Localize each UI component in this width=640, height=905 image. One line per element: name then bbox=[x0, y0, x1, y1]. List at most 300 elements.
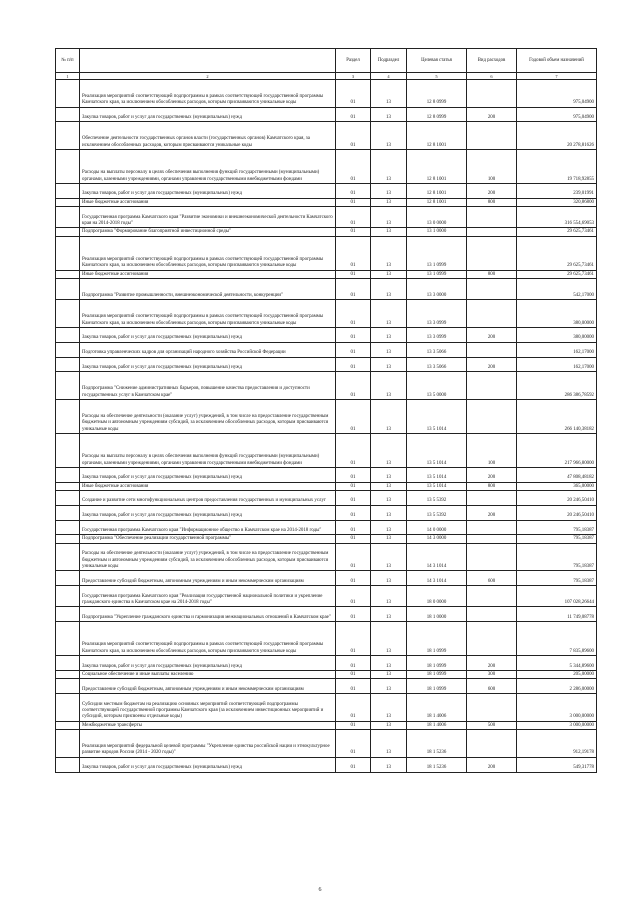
row-expense-cell: 800 bbox=[467, 198, 517, 206]
row-number-cell bbox=[56, 679, 80, 694]
row-amount-cell: 380,00000 bbox=[517, 327, 597, 342]
row-amount-cell: 912,19178 bbox=[517, 730, 597, 758]
row-section-cell: 01 bbox=[336, 236, 371, 270]
row-name-cell: Подпрограмма "Укрепление гражданского единства и гармонизация межнациональных отношений в Камчатском крае" bbox=[80, 607, 336, 622]
row-expense-cell: 200 bbox=[467, 467, 517, 482]
row-expense-cell bbox=[467, 607, 517, 622]
table-row bbox=[56, 757, 597, 772]
row-section-cell: 01 bbox=[336, 467, 371, 482]
row-section-cell: 01 bbox=[336, 433, 371, 467]
row-subsection-cell: 13 bbox=[371, 80, 407, 108]
table-row bbox=[56, 482, 597, 490]
row-section-cell: 01 bbox=[336, 80, 371, 108]
table-row bbox=[56, 327, 597, 342]
row-name-cell: Иные бюджетные ассигнования bbox=[80, 482, 336, 490]
header-num: № п/п bbox=[56, 49, 80, 73]
row-amount-cell: 2 286,00000 bbox=[517, 679, 597, 694]
table-row bbox=[56, 679, 597, 694]
col-number: 2 bbox=[80, 73, 336, 80]
row-number-cell bbox=[56, 721, 80, 729]
table-row bbox=[56, 399, 597, 433]
row-amount-cell: 11 749,08778 bbox=[517, 607, 597, 622]
row-number-cell bbox=[56, 694, 80, 722]
row-name-cell: Реализация мероприятий соответствующей подпрограммы в рамках соответствующей государственной программы Камчатского края, за исключением обособленных расходов, которым присваиваются уникальные коды bbox=[80, 300, 336, 328]
col-number: 7 bbox=[517, 73, 597, 80]
row-expense-cell bbox=[467, 122, 517, 150]
row-name-cell: Подпрограмма "Снижение административных барьеров, повышение качества предоставления и доступности государственных услуг в Камчатском крае" bbox=[80, 372, 336, 400]
row-name-cell: Закупка товаров, работ и услуг для государственных (муниципальных) нужд bbox=[80, 467, 336, 482]
row-section-cell: 01 bbox=[336, 300, 371, 328]
row-target-cell: 13 5 0000 bbox=[407, 372, 467, 400]
row-subsection-cell: 13 bbox=[371, 198, 407, 206]
row-subsection-cell: 13 bbox=[371, 520, 407, 535]
row-section-cell: 01 bbox=[336, 671, 371, 679]
row-section-cell: 01 bbox=[336, 607, 371, 622]
row-amount-cell: 20 246,50410 bbox=[517, 505, 597, 520]
row-expense-cell bbox=[467, 228, 517, 236]
row-name-cell: Закупка товаров, работ и услуг для государственных (муниципальных) нужд bbox=[80, 757, 336, 772]
row-number-cell bbox=[56, 535, 80, 543]
row-amount-cell: 795,18387 bbox=[517, 543, 597, 571]
row-target-cell: 14 3 0000 bbox=[407, 535, 467, 543]
row-target-cell: 13 5 1014 bbox=[407, 482, 467, 490]
row-section-cell: 01 bbox=[336, 149, 371, 183]
row-section-cell: 01 bbox=[336, 357, 371, 372]
row-section-cell: 01 bbox=[336, 183, 371, 198]
row-amount-cell: 47 808,48182 bbox=[517, 467, 597, 482]
table-row bbox=[56, 228, 597, 236]
row-amount-cell: 29 625,73461 bbox=[517, 236, 597, 270]
row-number-cell bbox=[56, 482, 80, 490]
row-number-cell bbox=[56, 107, 80, 122]
row-number-cell bbox=[56, 270, 80, 278]
row-name-cell: Иные бюджетные ассигнования bbox=[80, 270, 336, 278]
row-expense-cell bbox=[467, 694, 517, 722]
row-subsection-cell: 13 bbox=[371, 279, 407, 300]
row-target-cell: 18 0 0000 bbox=[407, 586, 467, 607]
table-row bbox=[56, 149, 597, 183]
row-amount-cell: 162,17000 bbox=[517, 342, 597, 357]
row-section-cell: 01 bbox=[336, 491, 371, 506]
row-name-cell: Расходы на выплаты персоналу в целях обеспечения выполнения функций государственными (муниципальными) органами, казенными учреждениями, органами управления государственными внебюджетными фондами bbox=[80, 149, 336, 183]
row-amount-cell: 3 000,00000 bbox=[517, 721, 597, 729]
row-number-cell bbox=[56, 433, 80, 467]
row-amount-cell: 20 246,50410 bbox=[517, 491, 597, 506]
row-target-cell: 13 3 0999 bbox=[407, 327, 467, 342]
row-number-cell bbox=[56, 207, 80, 228]
row-expense-cell: 200 bbox=[467, 656, 517, 671]
row-target-cell: 14 0 0000 bbox=[407, 520, 467, 535]
row-amount-cell: 20 278,81626 bbox=[517, 122, 597, 150]
row-section-cell: 01 bbox=[336, 586, 371, 607]
row-target-cell: 18 1 4006 bbox=[407, 721, 467, 729]
row-number-cell bbox=[56, 671, 80, 679]
table-row bbox=[56, 535, 597, 543]
row-amount-cell: 795,18387 bbox=[517, 571, 597, 586]
table-row bbox=[56, 122, 597, 150]
row-section-cell: 01 bbox=[336, 342, 371, 357]
row-expense-cell bbox=[467, 342, 517, 357]
row-expense-cell bbox=[467, 543, 517, 571]
header-subsection: Подраздел bbox=[371, 49, 407, 73]
row-subsection-cell: 13 bbox=[371, 505, 407, 520]
row-name-cell: Закупка товаров, работ и услуг для государственных (муниципальных) нужд bbox=[80, 505, 336, 520]
row-section-cell: 01 bbox=[336, 694, 371, 722]
row-number-cell bbox=[56, 757, 80, 772]
row-subsection-cell: 13 bbox=[371, 149, 407, 183]
row-target-cell: 13 5 5392 bbox=[407, 505, 467, 520]
row-target-cell: 13 1 0999 bbox=[407, 236, 467, 270]
row-target-cell: 18 1 0999 bbox=[407, 679, 467, 694]
row-amount-cell: 205,00000 bbox=[517, 671, 597, 679]
row-number-cell bbox=[56, 149, 80, 183]
row-amount-cell: 266 140,38182 bbox=[517, 399, 597, 433]
row-expense-cell: 600 bbox=[467, 679, 517, 694]
table-row bbox=[56, 279, 597, 300]
table-row bbox=[56, 372, 597, 400]
row-target-cell: 13 3 5066 bbox=[407, 342, 467, 357]
row-amount-cell: 795,18387 bbox=[517, 535, 597, 543]
row-target-cell: 13 3 0000 bbox=[407, 279, 467, 300]
row-name-cell: Подпрограмма "Обеспечение реализации государственной программы" bbox=[80, 535, 336, 543]
row-subsection-cell: 13 bbox=[371, 535, 407, 543]
row-amount-cell: 107 028,26644 bbox=[517, 586, 597, 607]
row-section-cell: 01 bbox=[336, 399, 371, 433]
table-row bbox=[56, 586, 597, 607]
row-amount-cell: 975,04900 bbox=[517, 107, 597, 122]
row-name-cell: Закупка товаров, работ и услуг для государственных (муниципальных) нужд bbox=[80, 327, 336, 342]
row-target-cell: 18 1 0000 bbox=[407, 607, 467, 622]
col-number: 1 bbox=[56, 73, 80, 80]
row-number-cell bbox=[56, 236, 80, 270]
row-section-cell: 01 bbox=[336, 656, 371, 671]
table-row bbox=[56, 505, 597, 520]
row-name-cell: Государственная программа Камчатского края "Реализация государственной национальной политики и укрепление гражданского единства в Камчатском крае на 2014-2018 годы" bbox=[80, 586, 336, 607]
row-name-cell: Реализация мероприятий соответствующей подпрограммы в рамках соответствующей государственной программы Камчатского края, за исключением обособленных расходов, которым присваиваются уникальные коды bbox=[80, 236, 336, 270]
table-row bbox=[56, 671, 597, 679]
row-number-cell bbox=[56, 327, 80, 342]
row-target-cell: 13 5 1014 bbox=[407, 467, 467, 482]
row-number-cell bbox=[56, 491, 80, 506]
row-number-cell bbox=[56, 228, 80, 236]
row-name-cell: Иные бюджетные ассигнования bbox=[80, 198, 336, 206]
column-number-row bbox=[56, 73, 597, 80]
table-row bbox=[56, 107, 597, 122]
row-target-cell: 12 8 1001 bbox=[407, 122, 467, 150]
row-target-cell: 13 1 0999 bbox=[407, 270, 467, 278]
row-expense-cell: 100 bbox=[467, 149, 517, 183]
row-target-cell: 18 1 0999 bbox=[407, 656, 467, 671]
row-number-cell bbox=[56, 656, 80, 671]
row-subsection-cell: 13 bbox=[371, 107, 407, 122]
row-target-cell: 13 1 0000 bbox=[407, 228, 467, 236]
row-section-cell: 01 bbox=[336, 372, 371, 400]
row-name-cell: Расходы на обеспечение деятельности (оказание услуг) учреждений, в том числе на предоставление государственным бюджетным и автономным учреждениям субсидий, за исключением обособленных расходов, которым присваиваются уникальные коды bbox=[80, 399, 336, 433]
table-row bbox=[56, 571, 597, 586]
header-section: Раздел bbox=[336, 49, 371, 73]
row-name-cell: Межбюджетные трансферты bbox=[80, 721, 336, 729]
row-expense-cell: 200 bbox=[467, 327, 517, 342]
row-subsection-cell: 13 bbox=[371, 122, 407, 150]
row-number-cell bbox=[56, 399, 80, 433]
row-section-cell: 01 bbox=[336, 279, 371, 300]
row-name-cell: Подпрограмма "Развитие промышленности, внешнеэкономической деятельности, конкуренции" bbox=[80, 279, 336, 300]
row-expense-cell: 200 bbox=[467, 183, 517, 198]
row-name-cell: Субсидии местным бюджетам на реализацию основных мероприятий соответствующей подпрограммы соответствующей государственной программы Камчатского края (за исключением инвестиционных мероприятий и субсидий, которым присвоены отдельные коды) bbox=[80, 694, 336, 722]
row-target-cell: 13 5 5392 bbox=[407, 491, 467, 506]
row-amount-cell: 19 718,92855 bbox=[517, 149, 597, 183]
row-number-cell bbox=[56, 183, 80, 198]
row-number-cell bbox=[56, 622, 80, 656]
row-expense-cell: 800 bbox=[467, 270, 517, 278]
row-expense-cell bbox=[467, 236, 517, 270]
row-section-cell: 01 bbox=[336, 207, 371, 228]
row-amount-cell: 162,17000 bbox=[517, 357, 597, 372]
row-amount-cell: 320,86800 bbox=[517, 198, 597, 206]
row-section-cell: 01 bbox=[336, 228, 371, 236]
row-amount-cell: 316 554,69053 bbox=[517, 207, 597, 228]
row-expense-cell bbox=[467, 279, 517, 300]
row-target-cell: 18 1 5236 bbox=[407, 730, 467, 758]
row-number-cell bbox=[56, 342, 80, 357]
row-name-cell: Реализация мероприятий федеральной целевой программы "Укрепление единства российской нации и этнокультурное развитие народов России (2014 - 2020 годы)" bbox=[80, 730, 336, 758]
row-target-cell: 18 1 0999 bbox=[407, 671, 467, 679]
row-target-cell: 12 8 1001 bbox=[407, 149, 467, 183]
table-row bbox=[56, 357, 597, 372]
table-row bbox=[56, 622, 597, 656]
row-name-cell: Социальное обеспечение и иные выплаты населению bbox=[80, 671, 336, 679]
table-row bbox=[56, 467, 597, 482]
row-section-cell: 01 bbox=[336, 198, 371, 206]
row-expense-cell: 500 bbox=[467, 721, 517, 729]
row-name-cell: Реализация мероприятий соответствующей подпрограммы в рамках соответствующей государственной программы Камчатского края, за исключением обособленных расходов, которым присваиваются уникальные коды bbox=[80, 622, 336, 656]
table-row bbox=[56, 721, 597, 729]
row-target-cell: 12 8 1001 bbox=[407, 183, 467, 198]
row-name-cell: Расходы на выплаты персоналу в целях обеспечения выполнения функций государственными (муниципальными) органами, казенными учреждениями, органами управления государственными внебюджетными фондами bbox=[80, 433, 336, 467]
row-amount-cell: 3 000,00000 bbox=[517, 694, 597, 722]
table-row bbox=[56, 543, 597, 571]
header-expense: Вид расходов bbox=[467, 49, 517, 73]
row-subsection-cell: 13 bbox=[371, 300, 407, 328]
row-amount-cell: 365,00000 bbox=[517, 482, 597, 490]
row-target-cell: 14 3 1014 bbox=[407, 543, 467, 571]
row-amount-cell: 286 386,78592 bbox=[517, 372, 597, 400]
row-subsection-cell: 13 bbox=[371, 357, 407, 372]
row-expense-cell: 300 bbox=[467, 671, 517, 679]
row-target-cell: 14 3 1014 bbox=[407, 571, 467, 586]
row-subsection-cell: 13 bbox=[371, 656, 407, 671]
row-section-cell: 01 bbox=[336, 757, 371, 772]
table-row bbox=[56, 730, 597, 758]
row-subsection-cell: 13 bbox=[371, 183, 407, 198]
row-amount-cell: 5 344,89600 bbox=[517, 656, 597, 671]
row-target-cell: 12 8 0999 bbox=[407, 107, 467, 122]
row-name-cell: Предоставление субсидий бюджетным, автономным учреждениям и иным некоммерческим организациям bbox=[80, 571, 336, 586]
row-section-cell: 01 bbox=[336, 730, 371, 758]
row-target-cell: 12 8 0999 bbox=[407, 80, 467, 108]
row-name-cell: Подготовка управленческих кадров для организаций народного хозяйства Российской Федерации bbox=[80, 342, 336, 357]
row-name-cell: Обеспечение деятельности государственных органов власти (государственных органов) Камчатского края, за исключением обособленных расходов, которым присваиваются уникальные коды bbox=[80, 122, 336, 150]
row-section-cell: 01 bbox=[336, 571, 371, 586]
row-subsection-cell: 13 bbox=[371, 607, 407, 622]
row-expense-cell: 800 bbox=[467, 482, 517, 490]
row-expense-cell: 600 bbox=[467, 571, 517, 586]
row-number-cell bbox=[56, 607, 80, 622]
row-amount-cell: 239,01991 bbox=[517, 183, 597, 198]
row-subsection-cell: 13 bbox=[371, 586, 407, 607]
table-row bbox=[56, 300, 597, 328]
table-row bbox=[56, 342, 597, 357]
row-expense-cell bbox=[467, 535, 517, 543]
row-name-cell: Закупка товаров, работ и услуг для государственных (муниципальных) нужд bbox=[80, 357, 336, 372]
table-row bbox=[56, 198, 597, 206]
table-row bbox=[56, 433, 597, 467]
row-subsection-cell: 13 bbox=[371, 342, 407, 357]
row-number-cell bbox=[56, 730, 80, 758]
row-subsection-cell: 13 bbox=[371, 571, 407, 586]
row-section-cell: 01 bbox=[336, 520, 371, 535]
row-expense-cell bbox=[467, 520, 517, 535]
row-section-cell: 01 bbox=[336, 721, 371, 729]
row-subsection-cell: 13 bbox=[371, 372, 407, 400]
row-number-cell bbox=[56, 467, 80, 482]
row-amount-cell: 380,00000 bbox=[517, 300, 597, 328]
table-row bbox=[56, 491, 597, 506]
table-row bbox=[56, 270, 597, 278]
row-number-cell bbox=[56, 198, 80, 206]
row-number-cell bbox=[56, 122, 80, 150]
header-target: Целевая статья bbox=[407, 49, 467, 73]
table-row bbox=[56, 520, 597, 535]
row-expense-cell: 200 bbox=[467, 505, 517, 520]
row-amount-cell: 542,17000 bbox=[517, 279, 597, 300]
row-section-cell: 01 bbox=[336, 482, 371, 490]
row-section-cell: 01 bbox=[336, 122, 371, 150]
row-target-cell: 13 5 1014 bbox=[407, 433, 467, 467]
row-number-cell bbox=[56, 586, 80, 607]
row-target-cell: 12 8 1001 bbox=[407, 198, 467, 206]
row-target-cell: 13 0 0000 bbox=[407, 207, 467, 228]
row-subsection-cell: 13 bbox=[371, 721, 407, 729]
row-subsection-cell: 13 bbox=[371, 622, 407, 656]
row-amount-cell: 549,31778 bbox=[517, 757, 597, 772]
row-section-cell: 01 bbox=[336, 107, 371, 122]
row-amount-cell: 217 966,80000 bbox=[517, 433, 597, 467]
row-expense-cell: 100 bbox=[467, 433, 517, 467]
table-row bbox=[56, 656, 597, 671]
col-number: 4 bbox=[371, 73, 407, 80]
row-amount-cell: 975,04900 bbox=[517, 80, 597, 108]
row-target-cell: 13 3 0999 bbox=[407, 300, 467, 328]
row-expense-cell bbox=[467, 491, 517, 506]
row-number-cell bbox=[56, 300, 80, 328]
row-amount-cell: 7 835,89600 bbox=[517, 622, 597, 656]
row-subsection-cell: 13 bbox=[371, 491, 407, 506]
row-target-cell: 18 1 5236 bbox=[407, 757, 467, 772]
header-amount: Годовой объем назначений bbox=[517, 49, 597, 73]
table-row bbox=[56, 80, 597, 108]
row-subsection-cell: 13 bbox=[371, 399, 407, 433]
row-name-cell: Закупка товаров, работ и услуг для государственных (муниципальных) нужд bbox=[80, 107, 336, 122]
row-expense-cell bbox=[467, 586, 517, 607]
row-amount-cell: 29 625,73461 bbox=[517, 270, 597, 278]
row-expense-cell bbox=[467, 622, 517, 656]
row-expense-cell: 200 bbox=[467, 357, 517, 372]
budget-sheet bbox=[55, 48, 596, 773]
row-subsection-cell: 13 bbox=[371, 543, 407, 571]
col-number: 6 bbox=[467, 73, 517, 80]
row-amount-cell: 795,18387 bbox=[517, 520, 597, 535]
row-name-cell: Расходы на обеспечение деятельности (оказание услуг) учреждений, в том числе на предоставление государственным бюджетным и автономным учреждениям субсидий, за исключением обособленных расходов, которым присваиваются уникальные коды bbox=[80, 543, 336, 571]
row-target-cell: 18 1 0999 bbox=[407, 622, 467, 656]
row-expense-cell bbox=[467, 80, 517, 108]
row-amount-cell: 29 625,73461 bbox=[517, 228, 597, 236]
row-number-cell bbox=[56, 279, 80, 300]
row-name-cell: Подпрограмма "Формирование благоприятной инвестиционной среды" bbox=[80, 228, 336, 236]
row-subsection-cell: 13 bbox=[371, 207, 407, 228]
row-subsection-cell: 13 bbox=[371, 236, 407, 270]
row-name-cell: Государственная программа Камчатского края "Развитие экономики и внешнеэкономической деятельности Камчатского края на 2014-2018 годы" bbox=[80, 207, 336, 228]
row-section-cell: 01 bbox=[336, 535, 371, 543]
table-row bbox=[56, 694, 597, 722]
row-target-cell: 13 5 1014 bbox=[407, 399, 467, 433]
row-name-cell: Создание и развитие сети многофункциональных центров предоставления государственных и муниципальных услуг bbox=[80, 491, 336, 506]
table-row bbox=[56, 183, 597, 198]
row-expense-cell bbox=[467, 399, 517, 433]
row-expense-cell bbox=[467, 300, 517, 328]
row-number-cell bbox=[56, 543, 80, 571]
row-section-cell: 01 bbox=[336, 270, 371, 278]
row-number-cell bbox=[56, 357, 80, 372]
row-target-cell: 18 1 4006 bbox=[407, 694, 467, 722]
row-name-cell: Государственная программа Камчатского края "Информационное общество в Камчатском крае на 2014-2018 годы" bbox=[80, 520, 336, 535]
row-subsection-cell: 13 bbox=[371, 482, 407, 490]
row-subsection-cell: 13 bbox=[371, 467, 407, 482]
table-row bbox=[56, 207, 597, 228]
row-expense-cell bbox=[467, 372, 517, 400]
table-body bbox=[56, 80, 597, 773]
row-section-cell: 01 bbox=[336, 505, 371, 520]
row-subsection-cell: 13 bbox=[371, 671, 407, 679]
row-subsection-cell: 13 bbox=[371, 730, 407, 758]
row-name-cell: Закупка товаров, работ и услуг для государственных (муниципальных) нужд bbox=[80, 656, 336, 671]
row-section-cell: 01 bbox=[336, 327, 371, 342]
row-subsection-cell: 13 bbox=[371, 327, 407, 342]
col-number: 5 bbox=[407, 73, 467, 80]
col-number: 3 bbox=[336, 73, 371, 80]
row-number-cell bbox=[56, 520, 80, 535]
row-subsection-cell: 13 bbox=[371, 679, 407, 694]
row-expense-cell: 200 bbox=[467, 757, 517, 772]
row-name-cell: Предоставление субсидий бюджетным, автономным учреждениям и иным некоммерческим организациям bbox=[80, 679, 336, 694]
table-row bbox=[56, 607, 597, 622]
row-expense-cell bbox=[467, 730, 517, 758]
header-name bbox=[80, 49, 336, 73]
row-expense-cell: 200 bbox=[467, 107, 517, 122]
row-target-cell: 13 3 5066 bbox=[407, 357, 467, 372]
row-name-cell: Закупка товаров, работ и услуг для государственных (муниципальных) нужд bbox=[80, 183, 336, 198]
row-number-cell bbox=[56, 505, 80, 520]
row-name-cell: Реализация мероприятий соответствующей подпрограммы в рамках соответствующей государственной программы Камчатского края, за исключением обособленных расходов, которым присваиваются уникальные коды bbox=[80, 80, 336, 108]
page-number: 6 bbox=[318, 887, 322, 893]
table-header bbox=[56, 49, 597, 80]
row-section-cell: 01 bbox=[336, 622, 371, 656]
row-subsection-cell: 13 bbox=[371, 270, 407, 278]
row-subsection-cell: 13 bbox=[371, 757, 407, 772]
row-section-cell: 01 bbox=[336, 679, 371, 694]
row-number-cell bbox=[56, 80, 80, 108]
row-expense-cell bbox=[467, 207, 517, 228]
